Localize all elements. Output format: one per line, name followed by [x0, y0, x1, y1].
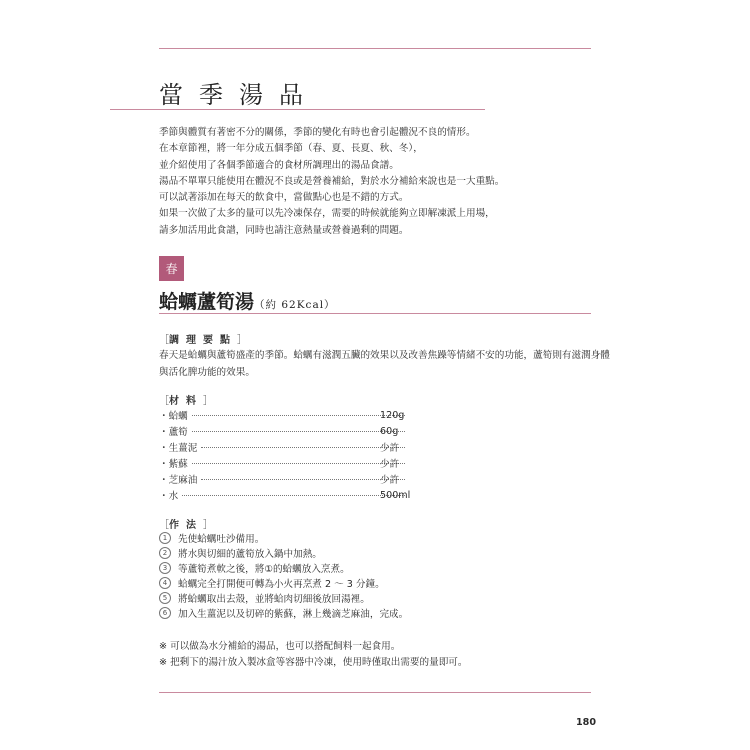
method-heading [159, 516, 213, 531]
ingredient-name: ・生薑泥 [159, 443, 198, 454]
step-text: 等蘆筍煮軟之後，將①的蛤蠣放入烹煮。 [178, 564, 350, 575]
step-text: 先使蛤蠣吐沙備用。 [178, 534, 265, 545]
ingredients-heading [159, 392, 213, 407]
ingredient-name: ・蛤蠣 [159, 411, 188, 422]
step-number: 3 [159, 562, 171, 574]
ingredient-row [159, 423, 409, 439]
bracket-open: ［ [159, 335, 169, 346]
ingredient-row [159, 471, 409, 487]
leader-dots [201, 479, 405, 480]
ingredient-name: ・蘆筍 [159, 427, 188, 438]
intro-line: 請多加活用此食譜，同時也請注意熱量或營養過剩的問題。 [159, 224, 409, 236]
title-underline [110, 109, 485, 110]
step-number: 1 [159, 532, 171, 544]
step-text: 蛤蠣完全打開便可轉為小火再烹煮 2 ～ 3 分鐘。 [178, 579, 385, 590]
ingredient-amount: 少許 [380, 475, 400, 486]
step-text: 加入生薑泥以及切碎的紫蘇，淋上幾滴芝麻油，完成。 [178, 609, 409, 620]
leader-dots [182, 495, 405, 496]
intro-line: 湯品不單單只能使用在體況不良或是營養補給，對於水分補給來說也是一大重點。 [159, 175, 505, 187]
points-text: 春天是蛤蠣與蘆筍盛產的季節。蛤蠣有滋潤五臟的效果以及改善焦躁等情緒不安的功能，蘆筍則有滋潤身體與活化脾功能的效果。 [159, 350, 610, 378]
ingredient-row [159, 439, 409, 455]
recipe-title [159, 287, 336, 314]
bracket-close: ］ [237, 335, 247, 346]
ingredient-name: ・芝麻油 [159, 475, 198, 486]
step-row [159, 591, 370, 605]
ingredient-name: ・水 [159, 491, 179, 502]
recipe-calories: （約 62Kcal） [254, 299, 336, 311]
bracket-close: ］ [203, 520, 213, 531]
top-rule [159, 48, 591, 49]
bracket-open: ［ [159, 520, 169, 531]
step-row [159, 546, 322, 560]
intro-line: 季節與體質有著密不分的關係，季節的變化有時也會引起體況不良的情形。 [159, 127, 476, 138]
leader-dots [192, 463, 405, 464]
intro-line: 可以試著添加在每天的飲食中，當做點心也是不錯的方式。 [159, 192, 409, 204]
step-row [159, 531, 264, 545]
note: ※ 可以做為水分補給的湯品，也可以搭配飼料一起食用。 [159, 641, 401, 652]
bottom-rule [159, 692, 591, 693]
ingredient-amount: 60g [380, 425, 399, 437]
note: ※ 把剩下的湯汁放入製冰盒等容器中冷凍，使用時僅取出需要的量即可。 [159, 657, 468, 668]
leader-dots [192, 431, 405, 432]
bracket-open: ［ [159, 396, 169, 407]
step-number: 4 [159, 577, 171, 589]
ingredients-heading-label: 材料 [169, 396, 203, 407]
intro-line: 在本章節裡，將一年分成五個季節（春、夏、長夏、秋、冬）， [159, 143, 423, 155]
page-title: 當季湯品 [159, 81, 319, 109]
step-text: 將蛤蠣取出去殼，並將蛤肉切細後放回湯裡。 [178, 594, 370, 605]
page-number: 180 [576, 717, 597, 728]
ingredient-row [159, 487, 409, 503]
points-heading-label: 調理要點 [169, 335, 237, 346]
recipe-underline [159, 313, 591, 314]
bracket-close: ］ [203, 396, 213, 407]
ingredient-amount: 120g [380, 409, 405, 421]
intro-paragraph [159, 125, 504, 239]
step-row [159, 576, 385, 590]
intro-line: 如果一次做了太多的量可以先冷凍保存，需要的時候就能夠立即解凍派上用場， [159, 208, 495, 220]
ingredient-amount: 少許 [380, 459, 400, 470]
method-heading-label: 作法 [169, 520, 203, 531]
ingredient-row [159, 407, 409, 423]
recipe-name: 蛤蠣蘆筍湯 [159, 291, 255, 313]
step-number: 6 [159, 607, 171, 619]
step-row [159, 561, 350, 575]
step-text: 將水與切細的蘆筍放入鍋中加熱。 [178, 549, 322, 560]
ingredient-amount: 少許 [380, 443, 400, 454]
ingredient-amount: 500ml [380, 489, 411, 501]
step-row [159, 606, 408, 620]
ingredient-row [159, 455, 409, 471]
season-badge: 春 [159, 256, 184, 281]
points-heading [159, 331, 247, 346]
leader-dots [201, 447, 405, 448]
leader-dots [192, 415, 405, 416]
ingredient-name: ・紫蘇 [159, 459, 188, 470]
step-number: 5 [159, 592, 171, 604]
step-number: 2 [159, 547, 171, 559]
intro-line: 並介紹使用了各個季節適合的食材所調理出的湯品食譜。 [159, 159, 399, 171]
